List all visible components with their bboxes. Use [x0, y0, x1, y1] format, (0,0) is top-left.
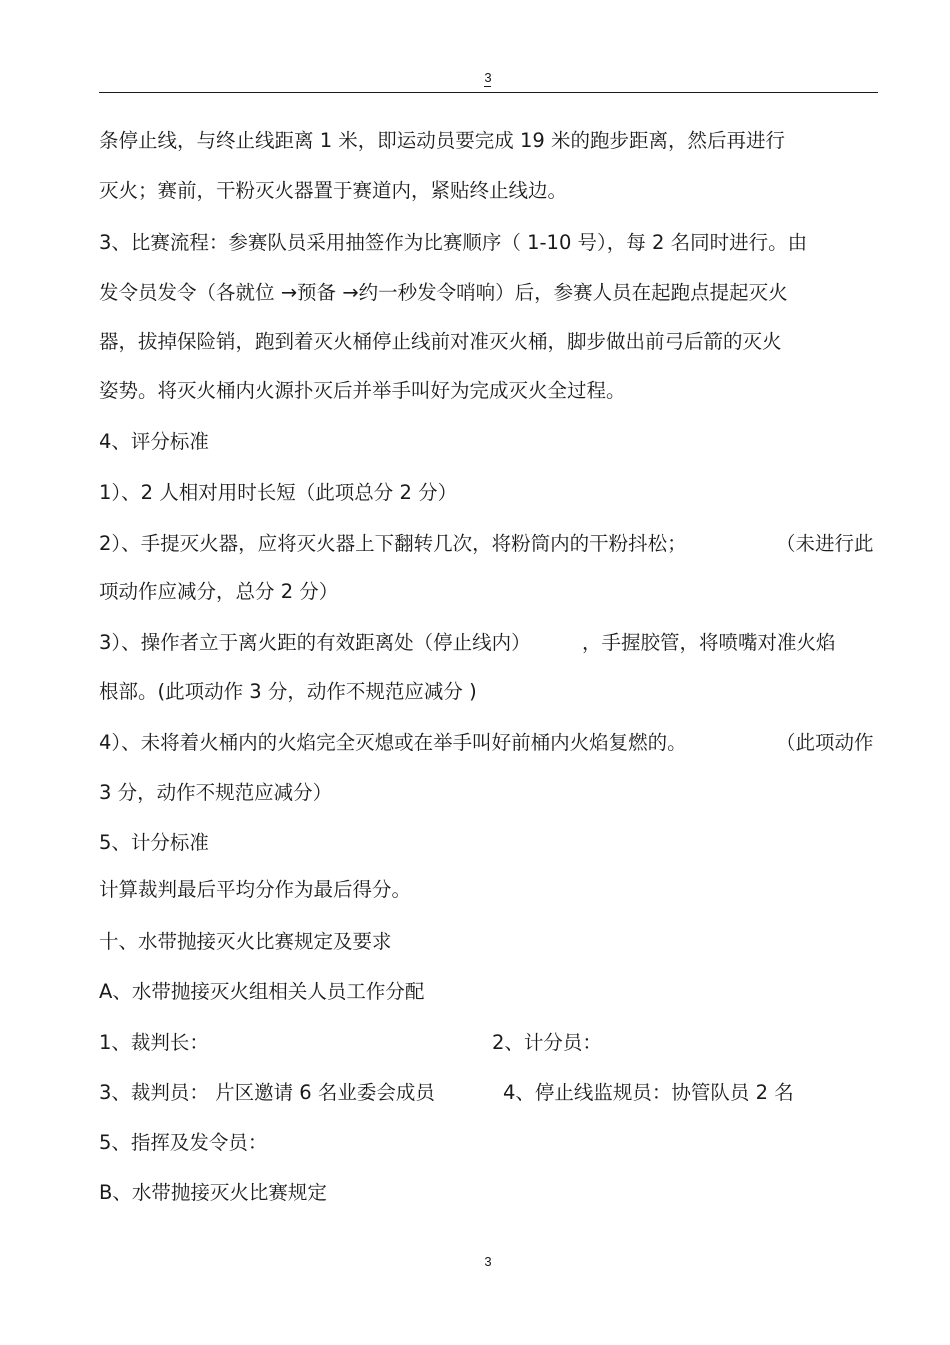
text-line: 计算裁判最后平均分作为最后得分。: [99, 878, 412, 901]
text-line-right-part: （未进行此: [776, 532, 874, 555]
text-line-right-part: （此项动作: [776, 731, 874, 754]
text-line: 3、裁判员： 片区邀请 6 名业委会成员: [99, 1081, 435, 1104]
page-header-number: 3: [484, 70, 492, 85]
text-line: 2）、手提灭火器，应将灭火器上下翻转几次，将粉筒内的干粉抖松；: [99, 532, 687, 555]
text-line: 4）、未将着火桶内的火焰完全灭熄或在举手叫好前桶内火焰复燃的。: [99, 731, 687, 754]
text-line: 发令员发令（各就位 →预备 →约一秒发令哨响）后，参赛人员在起跑点提起灭火: [99, 281, 788, 304]
section-heading: A、水带抛接灭火组相关人员工作分配: [99, 980, 425, 1003]
text-line-right-part: 2、计分员：: [492, 1031, 602, 1054]
page-footer-number: 3: [484, 1254, 492, 1269]
page-header-number-underline: [484, 86, 491, 87]
page-header-rule: [99, 92, 878, 93]
section-heading: 5、计分标准: [99, 831, 209, 854]
text-line: 根部。(此项动作 3 分，动作不规范应减分 ): [99, 680, 477, 703]
text-line: 1）、2 人相对用时长短（此项总分 2 分）: [99, 481, 458, 504]
text-line: 5、指挥及发令员：: [99, 1131, 268, 1154]
text-line: 1、裁判长：: [99, 1031, 209, 1054]
text-line: 3、比赛流程：参赛队员采用抽签作为比赛顺序（ 1-10 号），每 2 名同时进行。由: [99, 231, 808, 254]
text-line: 项动作应减分，总分 2 分）: [99, 580, 339, 603]
text-line: 3 分，动作不规范应减分）: [99, 781, 333, 804]
text-line: 3）、操作者立于离火距的有效距离处（停止线内）: [99, 631, 531, 654]
text-line: 器，拔掉保险销，跑到着灭火桶停止线前对准灭火桶，脚步做出前弓后箭的灭火: [99, 330, 782, 353]
section-heading: 十、水带抛接灭火比赛规定及要求: [99, 930, 392, 953]
text-line-right-part: 4、停止线监规员：协管队员 2 名: [503, 1081, 794, 1104]
section-heading: 4、评分标准: [99, 430, 209, 453]
section-heading: B、水带抛接灭火比赛规定: [99, 1181, 327, 1204]
text-line: 姿势。将灭火桶内火源扑灭后并举手叫好为完成灭火全过程。: [99, 379, 626, 402]
text-line: 灭火；赛前，干粉灭火器置于赛道内，紧贴终止线边。: [99, 179, 568, 202]
text-line-right-part: ，手握胶管，将喷嘴对准火焰: [582, 631, 836, 654]
text-line: 条停止线，与终止线距离 1 米，即运动员要完成 19 米的跑步距离，然后再进行: [99, 129, 786, 152]
